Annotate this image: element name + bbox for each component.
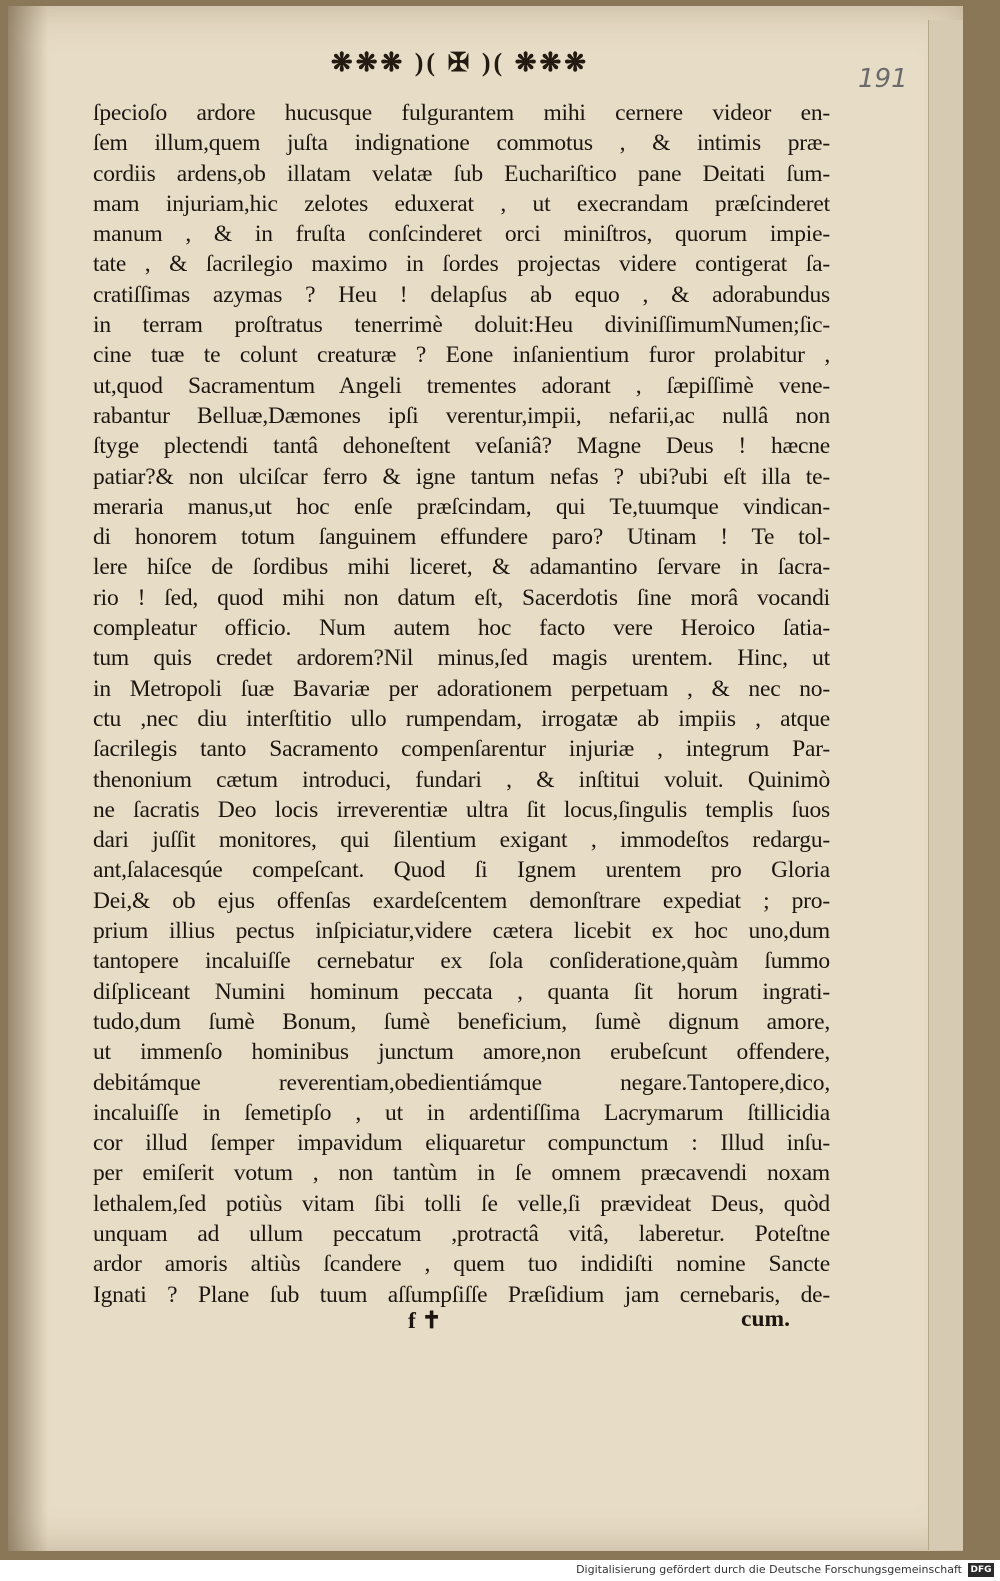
text-line: ant,ſalacesqúe compeſcant. Quod ſi Ignem urentem pro Gloria (93, 857, 830, 884)
text-line: ut,quod Sacramentum Angeli trementes adorant , ſæpiſſimè vene- (93, 372, 830, 399)
text-line: incaluiſſe in ſemetipſo , ut in ardentiſſima Lacrymarum ſtillicidia (93, 1099, 830, 1126)
dfg-logo: DFG (968, 1563, 994, 1577)
text-line: per emiſerit votum , non tantùm in ſe omnem præcavendi noxam (93, 1160, 830, 1187)
text-line: cine tuæ te colunt creaturæ ? Eone inſanientium furor prolabitur , (93, 342, 830, 369)
text-line: Dei,& ob ejus offenſas exardeſcentem demonſtrare expediat ; pro- (93, 887, 830, 914)
catchword: cum. (741, 1306, 790, 1332)
text-line: lere hiſce de ſordibus mihi liceret, & adamantino ſervare in ſacra- (93, 554, 830, 581)
text-line: rio ! ſed, quod mihi non datum eſt, Sacerdotis ſine morâ vocandi (93, 584, 830, 611)
text-line: lethalem,ſed potiùs vitam ſibi tolli ſe velle,ſi prævideat Deus, quòd (93, 1190, 830, 1217)
header-ornament: ❋❋❋ )( ✠ )( ❋❋❋ (330, 48, 590, 77)
text-line: ne ſacratis Deo locis irreverentiæ ultra ſit locus,ſingulis templis ſuos (93, 796, 830, 823)
text-line: tum quis credet ardorem?Nil minus,ſed magis urentem. Hinc, ut (93, 645, 830, 672)
text-line: in terram proſtratus tenerrimè doluit:Heu diviniſſimumNumen;ſic- (93, 312, 830, 339)
text-line: patiar?& non ulciſcar ferro & igne tantum nefas ? ubi?ubi eſt illa te- (93, 463, 830, 490)
text-line: ſtyge plectendi tantâ dehoneſtent veſaniâ? Magne Deus ! hæcne (93, 433, 830, 460)
text-line: tudo,dum ſumè Bonum, ſumè beneficium, ſumè dignum amore, (93, 1008, 830, 1035)
text-line: ctu ,nec diu interſtitio ullo rumpendam, irrogatæ ab impiis , atque (93, 705, 830, 732)
text-line: cratiſſimas azymas ? Heu ! delapſus ab equo , & adorabundus (93, 281, 830, 308)
page-edge (928, 20, 963, 1550)
text-line: ſpecioſo ardore hucusque fulgurantem mihi cernere videor en- (93, 100, 830, 126)
text-line: compleatur officio. Num autem hoc facto vere Heroico ſatia- (93, 615, 830, 642)
text-line: manum , & in fruſta conſcinderet orci miniſtros, quorum impie- (93, 221, 830, 248)
text-line: dari juſſit monitores, qui ſilentium exigant , immodeſtos redargu- (93, 827, 830, 854)
footer-bar (0, 1560, 1000, 1581)
text-line: meraria manus,ut hoc enſe præſcindam, qui Te,tuumque vindican- (93, 493, 830, 520)
funding-text: Digitalisierung gefördert durch die Deutsche Forschungsgemeinschaft (576, 1563, 962, 1576)
text-line: cordiis ardens,ob illatam velatæ ſub Euchariſtico pane Deitati ſum- (93, 160, 830, 187)
signature-mark: f ✝ (408, 1308, 442, 1334)
text-line: prium illius pectus inſpiciatur,videre cætera licebit ex hoc uno,dum (93, 918, 830, 945)
body-text (93, 98, 830, 1310)
text-line: debitámque reverentiam,obedientiámque negare.Tantopere,dico, (93, 1069, 830, 1096)
text-line: rabantur Belluæ,Dæmones ipſi verentur,impii, nefarii,ac nullâ non (93, 402, 830, 429)
text-line: thenonium cætum introduci, fundari , & inſtitui voluit. Quinimò (93, 766, 830, 793)
text-line: Ignati ? Plane ſub tuum aſſumpſiſſe Præſidium jam cernebaris, de- (93, 1281, 830, 1308)
text-line: in Metropoli ſuæ Bavariæ per adorationem perpetuam , & nec no- (93, 675, 830, 702)
text-line: ut immenſo hominibus junctum amore,non erubeſcunt offendere, (93, 1039, 830, 1066)
text-line: tate , & ſacrilegio maximo in ſordes projectas videre contigerat ſa- (93, 251, 830, 278)
text-line: ardor amoris altiùs ſcandere , quem tuo indidiſti nomine Sancte (93, 1251, 830, 1278)
text-line: diſpliceant Numini hominum peccata , quanta ſit horum ingrati- (93, 978, 830, 1005)
page-footer-catchwords (93, 1306, 830, 1340)
text-line: tantopere incaluiſſe cernebatur ex ſola conſideratione,quàm ſummo (93, 948, 830, 975)
text-line: di honorem totum ſanguinem effundere paro? Utinam ! Te tol- (93, 524, 830, 551)
binding-shadow (8, 6, 48, 1551)
text-line: ſem illum,quem juſta indignatione commotus , & intimis præ- (93, 130, 830, 157)
folio-number: 191 (858, 64, 908, 94)
text-line: cor illud ſemper impavidum eliquaretur compunctum : Illud inſu- (93, 1130, 830, 1157)
text-line: unquam ad ullum peccatum ,protractâ vitâ, laberetur. Poteſtne (93, 1220, 830, 1247)
text-line: mam injuriam,hic zelotes eduxerat , ut execrandam præſcinderet (93, 190, 830, 217)
text-line: ſacrilegis tanto Sacramento compenſarentur injuriæ , integrum Par- (93, 736, 830, 763)
